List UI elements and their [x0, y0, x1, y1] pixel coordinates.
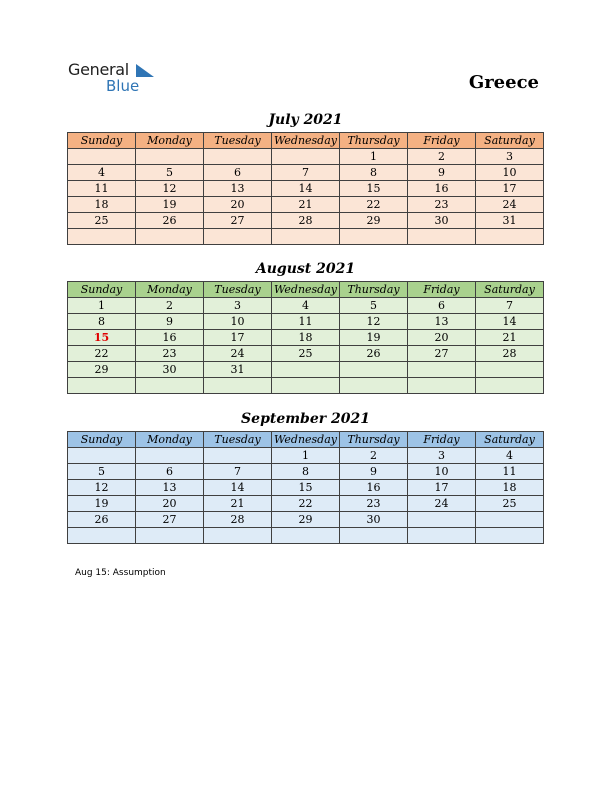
day-cell: 9	[408, 165, 476, 181]
day-cell: 20	[408, 330, 476, 346]
day-cell: 11	[476, 464, 544, 480]
day-cell	[204, 149, 272, 165]
weekday-header: Monday	[136, 133, 204, 149]
day-cell: 28	[272, 213, 340, 229]
weekday-header: Saturday	[476, 282, 544, 298]
day-cell	[476, 229, 544, 245]
day-cell: 12	[136, 181, 204, 197]
day-cell	[272, 229, 340, 245]
day-cell: 10	[476, 165, 544, 181]
day-cell: 5	[340, 298, 408, 314]
day-cell: 19	[136, 197, 204, 213]
day-cell: 15	[272, 480, 340, 496]
day-cell: 5	[68, 464, 136, 480]
day-cell: 7	[476, 298, 544, 314]
day-cell: 30	[340, 512, 408, 528]
day-cell: 4	[68, 165, 136, 181]
day-cell: 26	[136, 213, 204, 229]
day-cell: 13	[204, 181, 272, 197]
day-cell: 16	[340, 480, 408, 496]
weekday-header: Sunday	[68, 282, 136, 298]
day-cell: 6	[204, 165, 272, 181]
day-cell: 16	[136, 330, 204, 346]
month-title: September 2021	[241, 411, 370, 427]
day-cell: 24	[476, 197, 544, 213]
day-cell	[136, 229, 204, 245]
day-cell	[68, 378, 136, 394]
day-cell: 7	[272, 165, 340, 181]
day-cell	[272, 378, 340, 394]
company-logo	[68, 60, 168, 96]
day-cell: 31	[476, 213, 544, 229]
day-cell: 13	[408, 314, 476, 330]
day-cell: 5	[136, 165, 204, 181]
month-calendar-grid	[67, 132, 544, 245]
day-cell: 8	[340, 165, 408, 181]
week-row	[68, 362, 544, 378]
logo-triangle-icon	[134, 64, 154, 78]
holiday-note: Aug 15: Assumption	[75, 568, 166, 578]
day-cell: 19	[68, 496, 136, 512]
day-cell	[136, 378, 204, 394]
day-cell	[272, 528, 340, 544]
day-cell: 24	[408, 496, 476, 512]
day-cell: 3	[408, 448, 476, 464]
day-cell: 21	[272, 197, 340, 213]
day-cell: 1	[68, 298, 136, 314]
day-cell	[272, 362, 340, 378]
day-cell: 29	[68, 362, 136, 378]
day-cell: 17	[408, 480, 476, 496]
weekday-header: Sunday	[68, 133, 136, 149]
day-cell: 30	[136, 362, 204, 378]
day-cell	[476, 512, 544, 528]
weekday-header: Friday	[408, 282, 476, 298]
day-cell: 15	[340, 181, 408, 197]
week-row	[68, 448, 544, 464]
weekday-header: Tuesday	[204, 133, 272, 149]
day-cell: 29	[272, 512, 340, 528]
day-cell: 11	[68, 181, 136, 197]
day-cell: 20	[204, 197, 272, 213]
day-cell	[476, 528, 544, 544]
week-row	[68, 496, 544, 512]
day-cell: 10	[204, 314, 272, 330]
day-cell: 2	[136, 298, 204, 314]
day-cell: 8	[272, 464, 340, 480]
week-row	[68, 298, 544, 314]
day-cell: 2	[408, 149, 476, 165]
day-cell: 14	[272, 181, 340, 197]
weekday-header: Thursday	[340, 133, 408, 149]
day-cell	[340, 362, 408, 378]
weekday-header: Thursday	[340, 432, 408, 448]
day-cell: 14	[476, 314, 544, 330]
day-cell	[204, 528, 272, 544]
day-cell: 6	[408, 298, 476, 314]
day-cell	[68, 229, 136, 245]
month-calendar-grid	[67, 431, 544, 544]
day-cell	[204, 229, 272, 245]
day-cell	[204, 378, 272, 394]
day-cell: 31	[204, 362, 272, 378]
day-cell: 12	[340, 314, 408, 330]
week-row	[68, 512, 544, 528]
day-cell: 3	[204, 298, 272, 314]
weekday-header: Sunday	[68, 432, 136, 448]
day-cell: 10	[408, 464, 476, 480]
day-cell: 3	[476, 149, 544, 165]
day-cell	[408, 528, 476, 544]
day-cell: 16	[408, 181, 476, 197]
day-cell: 21	[476, 330, 544, 346]
week-row	[68, 165, 544, 181]
week-row	[68, 464, 544, 480]
day-cell	[476, 362, 544, 378]
day-cell: 8	[68, 314, 136, 330]
weekday-header: Saturday	[476, 432, 544, 448]
day-cell: 18	[476, 480, 544, 496]
day-cell: 6	[136, 464, 204, 480]
day-cell: 9	[340, 464, 408, 480]
day-cell: 22	[340, 197, 408, 213]
weekday-header-row	[68, 282, 544, 298]
day-cell: 27	[408, 346, 476, 362]
week-row	[68, 528, 544, 544]
month-title: August 2021	[255, 261, 356, 277]
day-cell: 11	[272, 314, 340, 330]
week-row	[68, 314, 544, 330]
day-cell: 23	[408, 197, 476, 213]
day-cell: 24	[204, 346, 272, 362]
weekday-header: Friday	[408, 432, 476, 448]
weekday-header-row	[68, 432, 544, 448]
week-row	[68, 149, 544, 165]
day-cell: 17	[204, 330, 272, 346]
day-cell	[476, 378, 544, 394]
day-cell: 28	[476, 346, 544, 362]
day-cell	[408, 229, 476, 245]
day-cell	[204, 448, 272, 464]
day-cell	[68, 448, 136, 464]
day-cell: 2	[340, 448, 408, 464]
logo-text-blue: Blue	[106, 77, 140, 95]
day-cell	[68, 528, 136, 544]
week-row	[68, 378, 544, 394]
day-cell: 25	[272, 346, 340, 362]
weekday-header: Friday	[408, 133, 476, 149]
week-row	[68, 346, 544, 362]
day-cell: 14	[204, 480, 272, 496]
week-row	[68, 330, 544, 346]
week-row	[68, 229, 544, 245]
week-row	[68, 181, 544, 197]
day-cell: 17	[476, 181, 544, 197]
day-cell: 25	[476, 496, 544, 512]
day-cell	[68, 149, 136, 165]
day-cell: 12	[68, 480, 136, 496]
month-title: July 2021	[268, 112, 343, 128]
day-cell: 23	[340, 496, 408, 512]
country-title: Greece	[468, 72, 539, 93]
logo-text-general: General	[68, 60, 129, 79]
weekday-header: Wednesday	[272, 432, 340, 448]
weekday-header: Thursday	[340, 282, 408, 298]
weekday-header: Tuesday	[204, 282, 272, 298]
day-cell: 21	[204, 496, 272, 512]
day-cell: 4	[272, 298, 340, 314]
day-cell: 23	[136, 346, 204, 362]
weekday-header: Monday	[136, 282, 204, 298]
day-cell: 19	[340, 330, 408, 346]
day-cell: 27	[204, 213, 272, 229]
day-cell: 13	[136, 480, 204, 496]
day-cell	[340, 229, 408, 245]
week-row	[68, 197, 544, 213]
day-cell: 26	[68, 512, 136, 528]
day-cell	[340, 528, 408, 544]
weekday-header: Monday	[136, 432, 204, 448]
day-cell: 7	[204, 464, 272, 480]
week-row	[68, 213, 544, 229]
day-cell: 15	[68, 330, 136, 346]
day-cell	[272, 149, 340, 165]
day-cell: 27	[136, 512, 204, 528]
day-cell: 9	[136, 314, 204, 330]
weekday-header: Wednesday	[272, 133, 340, 149]
day-cell: 26	[340, 346, 408, 362]
month-calendar-grid	[67, 281, 544, 394]
day-cell: 4	[476, 448, 544, 464]
day-cell	[408, 378, 476, 394]
weekday-header: Tuesday	[204, 432, 272, 448]
day-cell	[136, 448, 204, 464]
day-cell: 22	[272, 496, 340, 512]
day-cell	[408, 362, 476, 378]
day-cell: 18	[272, 330, 340, 346]
day-cell: 30	[408, 213, 476, 229]
day-cell	[136, 149, 204, 165]
day-cell	[340, 378, 408, 394]
day-cell: 22	[68, 346, 136, 362]
weekday-header-row	[68, 133, 544, 149]
day-cell: 28	[204, 512, 272, 528]
day-cell	[408, 512, 476, 528]
day-cell: 29	[340, 213, 408, 229]
day-cell: 18	[68, 197, 136, 213]
week-row	[68, 480, 544, 496]
day-cell: 1	[340, 149, 408, 165]
weekday-header: Saturday	[476, 133, 544, 149]
weekday-header: Wednesday	[272, 282, 340, 298]
day-cell: 1	[272, 448, 340, 464]
day-cell	[136, 528, 204, 544]
day-cell: 20	[136, 496, 204, 512]
day-cell: 25	[68, 213, 136, 229]
